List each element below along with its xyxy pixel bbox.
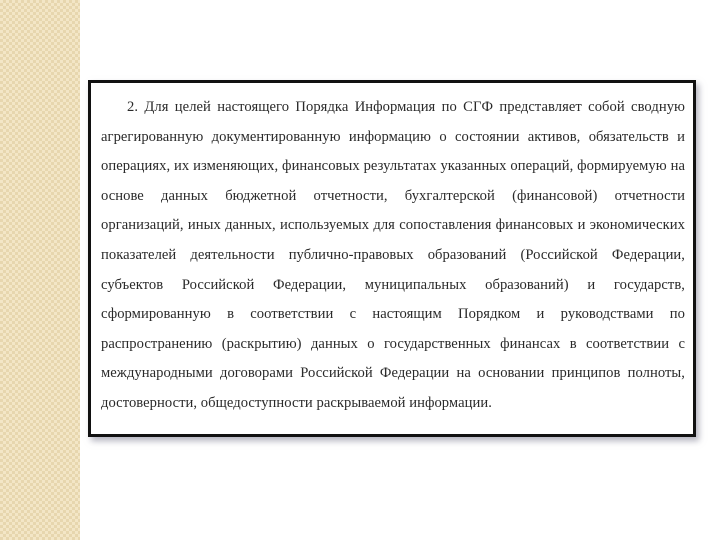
decorative-side-strip [0, 0, 80, 540]
document-paragraph: 2. Для целей настоящего Порядка Информация по СГФ представляет собой сводную агрегированную документированную информацию о состоянии активов, обязательств и операциях, их изменяющих, финансовых результатах указанных операций, формируемую на основе данных бюджетной отчетности, бухгалтерской (финансовой) отчетности организаций, иных данных, используемых для сопоставления финансовых и экономических показателей деятельности публично-правовых образований (Российской Федерации, субъектов Российской Федерации, муниципальных образований) и государств, сформированную в соответствии с настоящим Порядком и руководствами по распространению (раскрытию) данных о государственных финансах в соответствии с международными договорами Российской Федерации на основании принципов полноты, достоверности, общедоступности раскрываемой информации. [101, 99, 685, 411]
document-excerpt-frame [88, 80, 696, 437]
